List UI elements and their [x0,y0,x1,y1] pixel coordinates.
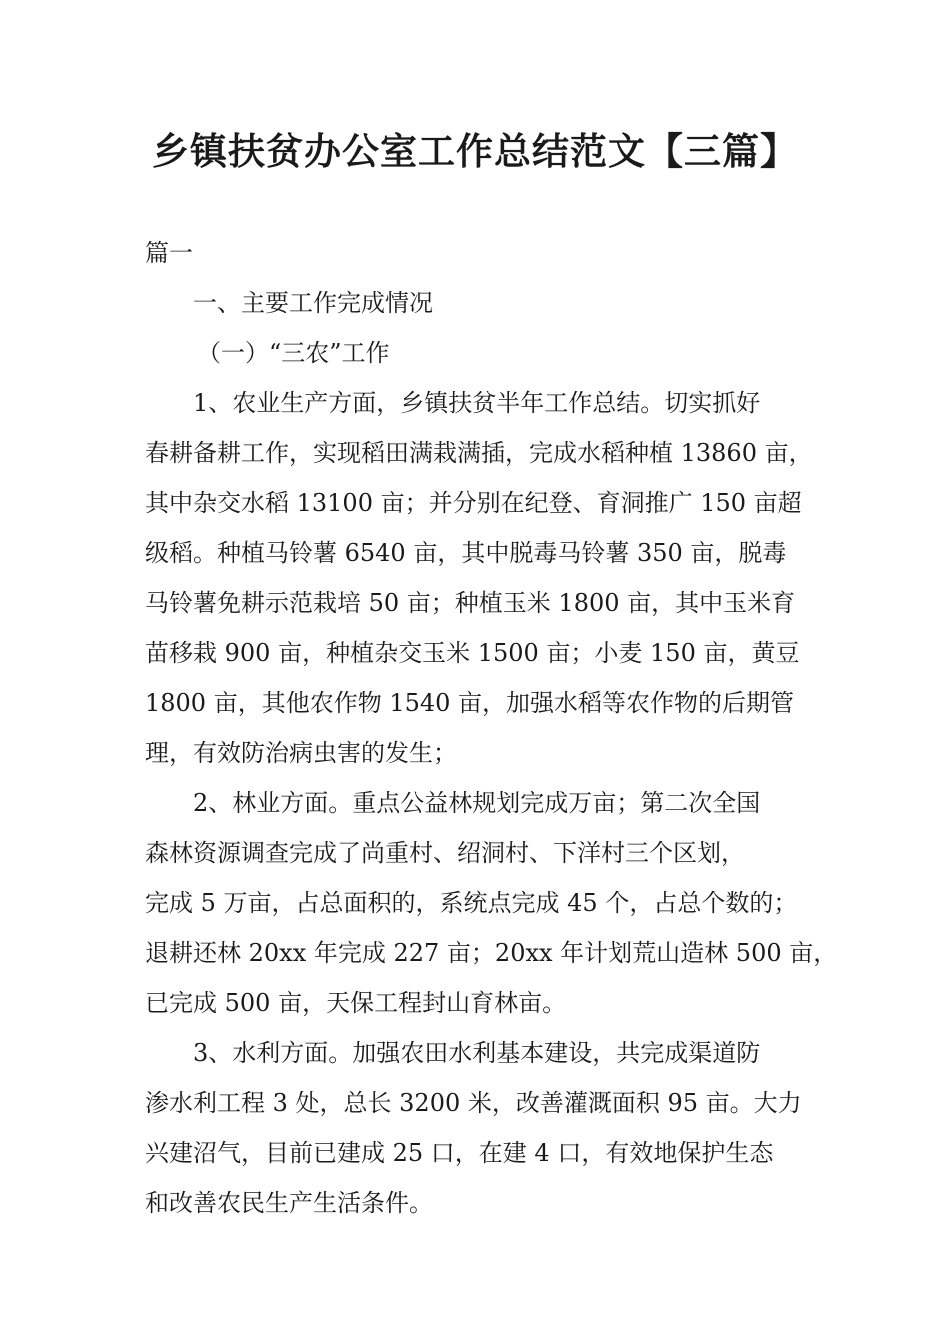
paragraph-water-conservancy [145,1028,825,1228]
paragraph-line: 兴建沼气，目前已建成 25 口，在建 4 口，有效地保护生态 [145,1139,774,1167]
paragraph-agriculture [145,378,825,778]
paragraph-line: 其中杂交水稻 13100 亩；并分别在纪登、育洞推广 150 亩超 [145,489,802,517]
heading-main-work: 一、主要工作完成情况 [193,289,433,317]
heading-san-nong: （一）“三农”工作 [197,339,390,367]
paragraph-line: 和改善农民生产生活条件。 [145,1189,433,1217]
paragraph-line: 苗移栽 900 亩，种植杂交玉米 1500 亩；小麦 150 亩，黄豆 [145,639,800,667]
section-label: 篇一 [145,239,193,267]
paragraph-line: 马铃薯免耕示范栽培 50 亩；种植玉米 1800 亩，其中玉米育 [145,589,796,617]
paragraph-forestry [145,778,838,1028]
paragraph-line: 理，有效防治病虫害的发生； [145,739,457,767]
paragraph-line: 1、农业生产方面，乡镇扶贫半年工作总结。切实抓好 [193,389,761,417]
paragraph-line: 已完成 500 亩，天保工程封山育林亩。 [145,989,567,1017]
paragraph-line: 渗水利工程 3 处，总长 3200 米，改善灌溉面积 95 亩。大力 [145,1089,802,1117]
paragraph-line: 2、林业方面。重点公益林规划完成万亩；第二次全国 [193,789,761,817]
document-title: 乡镇扶贫办公室工作总结范文【三篇】 [152,130,798,173]
document-body [145,228,838,1228]
paragraph-line: 春耕备耕工作，实现稻田满栽满插，完成水稻种植 13860 亩， [145,439,813,467]
paragraph-line: 退耕还林 20xx 年完成 227 亩；20xx 年计划荒山造林 500 亩， [145,939,838,967]
paragraph-line: 级稻。种植马铃薯 6540 亩，其中脱毒马铃薯 350 亩，脱毒 [145,539,787,567]
paragraph-line: 1800 亩，其他农作物 1540 亩，加强水稻等农作物的后期管 [145,689,795,717]
paragraph-line: 3、水利方面。加强农田水利基本建设，共完成渠道防 [193,1039,761,1067]
paragraph-line: 森林资源调查完成了尚重村、绍洞村、下洋村三个区划， [145,839,745,867]
paragraph-line: 完成 5 万亩，占总面积的，系统点完成 45 个，占总个数的； [145,889,798,917]
